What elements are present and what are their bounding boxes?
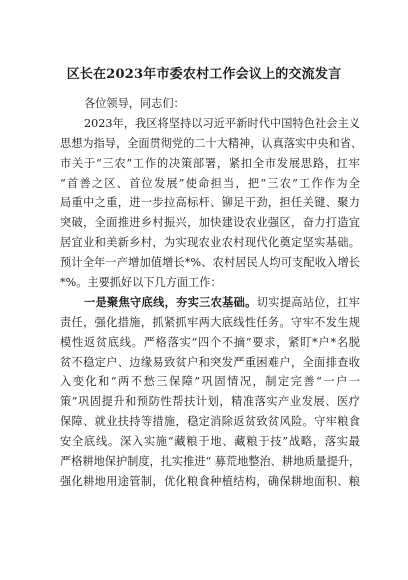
- text-line: [60, 114, 360, 134]
- text-line: [60, 392, 360, 412]
- document-body: [60, 94, 363, 492]
- text-line: [60, 293, 360, 313]
- text-line: [60, 333, 360, 353]
- text-line: [60, 94, 360, 114]
- text-line: [60, 353, 360, 373]
- line-text: 入变化和“两不愁三保障”巩固情况，制定完善“一户一: [60, 375, 360, 389]
- line-text: 责任，强化措施，抓紧抓牢两大底线性任务。守牢不发生规: [60, 315, 360, 329]
- line-text: 居宜业和美新乡村，为实现农业农村现代化奠定坚实基础。: [60, 236, 360, 250]
- text-line: [60, 452, 360, 472]
- line-text: 局重中之重，进一步拉高标杆、铆足干劲，担任关键、聚力: [60, 196, 360, 210]
- line-text: 2023年，我区将坚持以习近平新时代中国特色社会主义: [84, 116, 360, 130]
- line-text: 贫不稳定户、边缘易致贫户和突发严重困难户，全面排查收: [60, 355, 360, 369]
- text-line: [60, 213, 360, 233]
- document-title: 区长在2023年市委农村工作会议上的交流发言: [66, 67, 342, 82]
- line-text: “首善之区、首位发展”使命担当，把“三农”工作作为全: [60, 176, 360, 190]
- line-text: 保障、就业扶持等措施，稳定消除返贫致贫风险。守牢粮食: [60, 415, 360, 429]
- text-line: [60, 193, 360, 213]
- line-text: 各位领导，同志们：: [84, 97, 185, 110]
- text-line: [60, 154, 360, 174]
- line-text: *%。主要抓好以下几方面工作：: [60, 276, 222, 290]
- text-line: [60, 412, 360, 432]
- line-text: 市关于“三农”工作的决策部署，紧扣全市发展思路，扛牢: [60, 156, 360, 170]
- text-line: [60, 174, 360, 194]
- text-line: [60, 253, 360, 273]
- line-text: 切实提高站位，扛牢: [256, 295, 360, 309]
- bold-heading: 一是聚焦守底线，夯实三农基础。: [84, 294, 257, 309]
- line-text: 突破，全面推进乡村振兴，加快建设农业强区，奋力打造宜: [60, 216, 360, 230]
- text-line: [60, 313, 360, 333]
- line-text: 思想为指导，全面贯彻党的二十大精神，认真落实中央和省、: [60, 136, 363, 150]
- text-line: [60, 472, 360, 492]
- line-text: 安全底线。深入实施“藏粮于地、藏粮于技”战略，落实最: [60, 435, 360, 449]
- text-line: [60, 233, 360, 253]
- line-text: 策”巩固提升和预防性帮扶计划，精准落实产业发展、医疗: [60, 395, 360, 409]
- line-text: 强化耕地用途管制，优化粮食种植结构，确保耕地面积、粮: [60, 474, 360, 488]
- text-line: [60, 273, 360, 293]
- line-text: 严格耕地保护制度，扎实推进“ 募荒地整治、耕地质量提升，: [60, 455, 361, 469]
- text-line: [60, 134, 363, 154]
- text-line: [60, 432, 360, 452]
- text-line: [60, 372, 360, 392]
- line-text: 预计全年一产增加值增长*%、农村居民人均可支配收入增长: [60, 256, 360, 270]
- line-text: 模性返贫底线。严格落实“四个不摘”要求，紧盯*户*名脱: [60, 335, 360, 349]
